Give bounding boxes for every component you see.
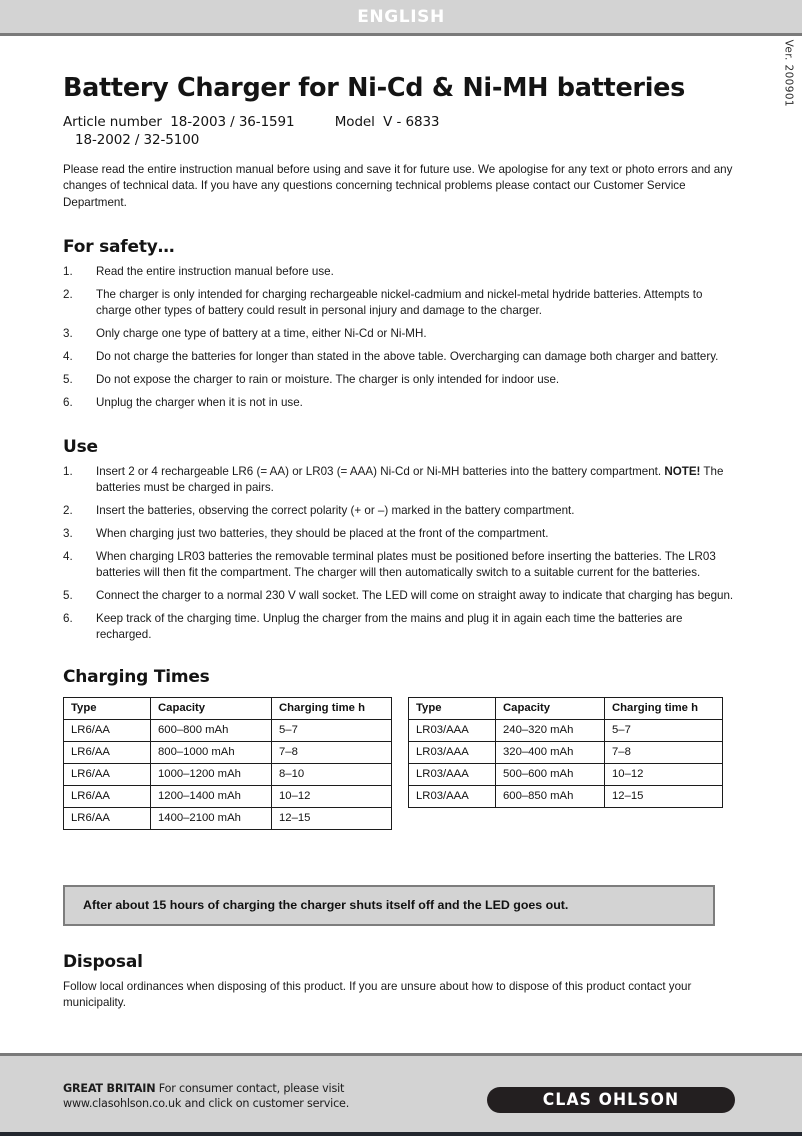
list-item (63, 611, 737, 643)
list-item-text: Do not expose the charger to rain or moisture. The charger is only intended for indoor use. (96, 372, 560, 386)
list-item-number: 5. (63, 588, 73, 602)
list-item-number: 4. (63, 549, 73, 563)
list-item (63, 264, 737, 280)
safety-instruction-list (63, 264, 737, 411)
article-model-info (63, 114, 737, 150)
table-cell: 600–800 mAh (151, 719, 272, 741)
document-content (63, 39, 737, 1011)
list-item (63, 464, 737, 496)
table-cell: LR6/AA (64, 785, 151, 807)
table-row (409, 763, 723, 785)
table-row (64, 763, 392, 785)
table-cell: 10–12 (605, 763, 723, 785)
list-item-text: Keep track of the charging time. Unplug the charger from the mains and plug it in again each time the batteries are recharged. (96, 611, 683, 641)
table-row (409, 741, 723, 763)
version-label: Ver. 200901 (782, 39, 794, 107)
list-item-text: Insert the batteries, observing the correct polarity (+ or –) marked in the battery compartment. (96, 503, 575, 517)
list-item-text: When charging just two batteries, they should be placed at the front of the compartment. (96, 526, 549, 540)
document-page (0, 39, 802, 1053)
list-item (63, 395, 737, 411)
table-cell: LR6/AA (64, 763, 151, 785)
table-row (409, 785, 723, 807)
clas-ohlson-logo (487, 1087, 735, 1113)
table-cell: LR6/AA (64, 719, 151, 741)
section-heading-safety: For safety… (63, 237, 175, 258)
table-column-header: Charging time h (605, 697, 723, 719)
footer-contact-text (63, 1081, 463, 1112)
use-instruction-list (63, 464, 737, 643)
table-row (64, 741, 392, 763)
charging-times-table-aaa (408, 697, 723, 808)
section-heading-charging-times: Charging Times (63, 666, 210, 687)
table-cell: 1000–1200 mAh (151, 763, 272, 785)
language-header-band (0, 0, 802, 36)
charging-times-table-aa (63, 697, 392, 830)
intro-paragraph: Please read the entire instruction manual before using and save it for future use. We apologise for any text or photo errors and any changes of technical data. If you have any questions concerning technical problems please contact our Customer Service Department. (63, 162, 733, 209)
article-numbers-line2: 18-2002 / 32-5100 (75, 131, 200, 148)
table-column-header: Capacity (151, 697, 272, 719)
disposal-paragraph: Follow local ordinances when disposing of this product. If you are unsure about how to dispose of this product contact your municipality. (63, 979, 692, 1009)
footer-country-label: GREAT BRITAIN (63, 1082, 156, 1095)
list-item-text: Unplug the charger when it is not in use. (96, 395, 303, 409)
table-cell: 7–8 (272, 741, 392, 763)
charging-times-tables (63, 697, 737, 857)
table-cell: 1200–1400 mAh (151, 785, 272, 807)
table-column-header: Type (409, 697, 496, 719)
list-item-text: Do not charge the batteries for longer than stated in the above table. Overcharging can damage both charger and battery. (96, 349, 719, 363)
section-heading-disposal: Disposal (63, 951, 143, 972)
table-cell: LR6/AA (64, 807, 151, 829)
section-heading-use: Use (63, 436, 98, 457)
table-row (64, 719, 392, 741)
list-item (63, 588, 737, 604)
list-item (63, 526, 737, 542)
table-cell: 12–15 (605, 785, 723, 807)
table-cell: 8–10 (272, 763, 392, 785)
footer-contact-detail: For consumer contact, please visit www.clasohlson.co.uk and click on customer service. (63, 1082, 350, 1111)
page-title: Battery Charger for Ni-Cd & Ni-MH batteries (63, 73, 686, 103)
list-item-text: Insert 2 or 4 rechargeable LR6 (= AA) or LR03 (= AAA) Ni-Cd or Ni-MH batteries into the battery compartment. NOTE! The batteries must be charged in pairs. (96, 464, 724, 494)
table-row (409, 719, 723, 741)
emphasis-note: NOTE! (664, 464, 701, 478)
list-item-number: 6. (63, 611, 73, 625)
table-cell: 7–8 (605, 741, 723, 763)
table-cell: LR03/AAA (409, 719, 496, 741)
list-item (63, 349, 737, 365)
list-item (63, 372, 737, 388)
table-column-header: Type (64, 697, 151, 719)
table-cell: 320–400 mAh (496, 741, 605, 763)
table-cell: 10–12 (272, 785, 392, 807)
list-item (63, 326, 737, 342)
list-item-number: 3. (63, 526, 73, 540)
list-item-text: Only charge one type of battery at a time, either Ni-Cd or Ni-MH. (96, 326, 427, 340)
list-item-number: 1. (63, 464, 73, 478)
list-item-number: 2. (63, 288, 73, 302)
model-value: V - 6833 (383, 114, 440, 131)
table-cell: LR03/AAA (409, 785, 496, 807)
table-cell: 240–320 mAh (496, 719, 605, 741)
table-cell: LR6/AA (64, 741, 151, 763)
list-item (63, 287, 737, 319)
list-item-number: 3. (63, 326, 73, 340)
table-header-row (409, 697, 723, 719)
article-numbers-line1: 18-2003 / 36-1591 (170, 114, 295, 131)
table-cell: LR03/AAA (409, 741, 496, 763)
list-item-text: Connect the charger to a normal 230 V wall socket. The LED will come on straight away to indicate that charging has begun. (96, 588, 734, 602)
table-cell: 500–600 mAh (496, 763, 605, 785)
table-cell: 600–850 mAh (496, 785, 605, 807)
list-item (63, 503, 737, 519)
table-cell: 1400–2100 mAh (151, 807, 272, 829)
model-label: Model (334, 114, 375, 131)
list-item-text: Read the entire instruction manual before use. (96, 265, 334, 279)
list-item (63, 549, 737, 581)
list-item-text: The charger is only intended for charging rechargeable nickel-cadmium and nickel-metal hydride batteries. Attempts to charge other types of battery could result in personal injury and damage to the charger. (96, 288, 703, 317)
table-column-header: Charging time h (272, 697, 392, 719)
table-cell: 5–7 (605, 719, 723, 741)
logo-wordmark: CLAS OHLSON (542, 1090, 680, 1110)
language-label: ENGLISH (357, 7, 445, 27)
table-header-row (64, 697, 392, 719)
table-row (64, 785, 392, 807)
list-item-number: 1. (63, 265, 73, 279)
table-cell: 800–1000 mAh (151, 741, 272, 763)
table-row (64, 807, 392, 829)
list-item-number: 4. (63, 349, 73, 363)
list-item-number: 2. (63, 503, 73, 517)
table-column-header: Capacity (496, 697, 605, 719)
article-number-label: Article number (63, 114, 162, 131)
notice-box: After about 15 hours of charging the charger shuts itself off and the LED goes out. (63, 885, 715, 926)
list-item-number: 5. (63, 372, 73, 386)
table-cell: LR03/AAA (409, 763, 496, 785)
list-item-number: 6. (63, 395, 73, 409)
table-cell: 5–7 (272, 719, 392, 741)
list-item-text: When charging LR03 batteries the removable terminal plates must be positioned before inserting the batteries. The LR03 batteries will then fit the compartment. The charger will then automatically switch to a suitable current for the batteries. (96, 549, 716, 579)
table-cell: 12–15 (272, 807, 392, 829)
